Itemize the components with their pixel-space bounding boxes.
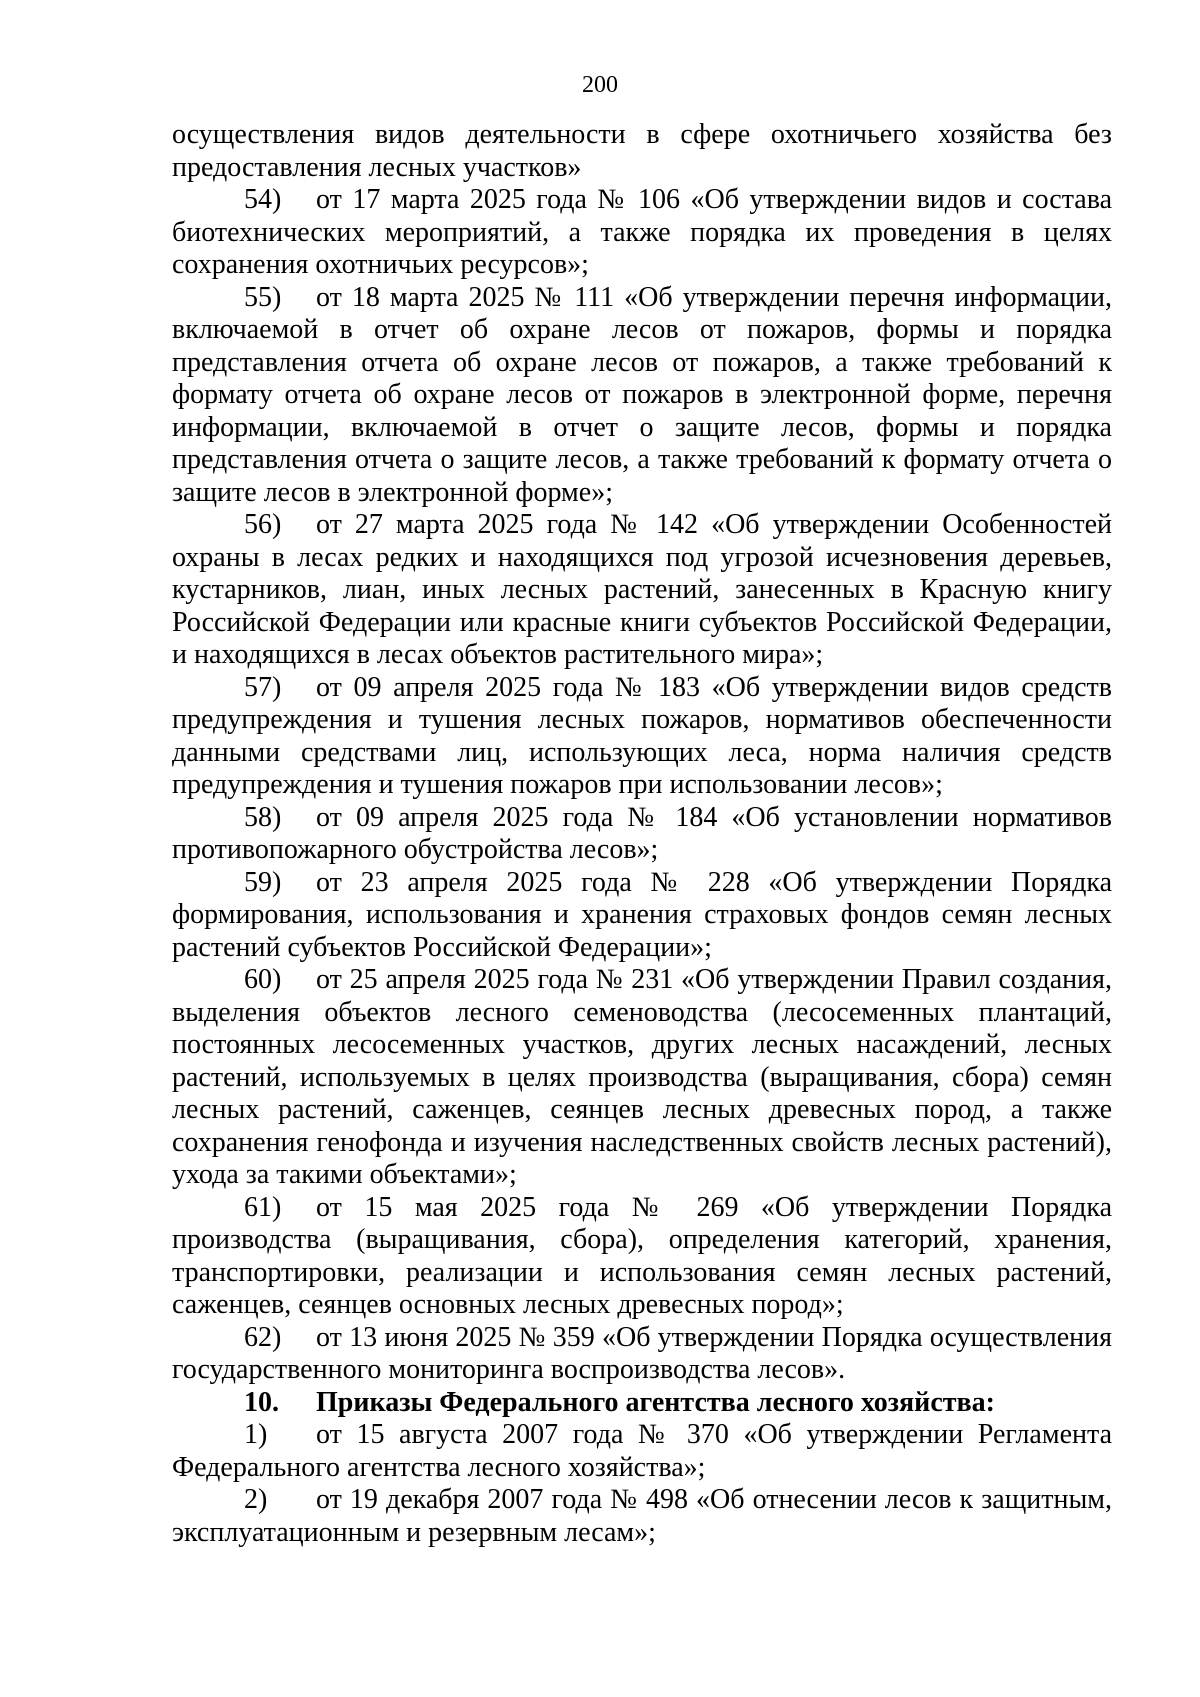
list-item-55 (172, 282, 1112, 510)
list-item-59 (172, 867, 1112, 965)
list-item-54 (172, 184, 1112, 282)
list-item-number: 56) (244, 509, 282, 540)
list-item-number: 59) (244, 866, 282, 898)
list-item-number: 60) (244, 964, 282, 995)
document-body (172, 119, 1112, 1549)
list-item-57 (172, 672, 1112, 802)
list-item-58 (172, 802, 1112, 867)
section-title: Приказы Федерального агентства лесного хозяйства: (316, 1386, 995, 1418)
list-item-text: от 18 марта 2025 № 111 «Об утверждении перечня информации, включаемой в отчет об охране лесов от пожаров, формы и порядка представления отчета об охране лесов от пожаров, а также требований к формату отчета об охране лесов от пожаров в электронной форме, перечня информации, включаемой в отчет о защите лесов, формы и порядка представления отчета о защите лесов, а также требований к формату отчета о защите лесов в электронной форме»; (172, 281, 1112, 508)
list-item-2 (172, 1484, 1112, 1549)
list-item-text: от 23 апреля 2025 года № 228 «Об утверждении Порядка формирования, использования и хранения страховых фондов семян лесных растений субъектов Российской Федерации»; (172, 866, 1112, 963)
section-heading (172, 1387, 1112, 1420)
list-item-text: от 09 апреля 2025 года № 183 «Об утверждении видов средств предупреждения и тушения лесных пожаров, нормативов обеспеченности данными средствами лиц, использующих леса, норма наличия средств предупреждения и тушения пожаров при использовании лесов»; (172, 671, 1112, 800)
list-item-text: от 13 июня 2025 № 359 «Об утверждении Порядка осуществления государственного мониторинга воспроизводства лесов». (172, 1321, 1112, 1385)
list-item-text: от 17 марта 2025 года № 106 «Об утверждении видов и состава биотехнических мероприятий, а также порядка их проведения в целях сохранения охотничьих ресурсов»; (172, 184, 1112, 280)
list-item-text: от 19 декабря 2007 года № 498 «Об отнесении лесов к защитным, эксплуатационным и резервным лесам»; (172, 1484, 1112, 1548)
list-item-56 (172, 509, 1112, 672)
list-item-1 (172, 1419, 1112, 1484)
list-item-text: от 09 апреля 2025 года № 184 «Об установлении нормативов противопожарного обустройства лесов»; (172, 801, 1112, 865)
list-item-text: от 27 марта 2025 года № 142 «Об утверждении Особенностей охраны в лесах редких и находящихся под угрозой исчезновения деревьев, кустарников, лиан, иных лесных растений, занесенных в Красную книгу Российской Федерации или красные книги субъектов Российской Федерации, и находящихся в лесах объектов растительного мира»; (172, 509, 1112, 670)
list-item-62 (172, 1322, 1112, 1387)
list-item-number: 62) (244, 1321, 282, 1353)
list-item-text: от 25 апреля 2025 года № 231 «Об утверждении Правил создания, выделения объектов лесного семеноводства (лесосеменных плантаций, постоянных лесосеменных участков, других лесных насаждений, лесных растений, используемых в целях производства (выращивания, сбора) семян лесных растений, саженцев, сеянцев лесных древесных пород, а также сохранения генофонда и изучения наследственных свойств лесных растений), ухода за такими объектами»; (172, 964, 1112, 1190)
list-item-number: 58) (244, 801, 282, 833)
list-item-number: 54) (244, 184, 282, 215)
list-item-number: 57) (244, 671, 282, 703)
continuation-paragraph: осуществления видов деятельности в сфере охотничьего хозяйства без предоставления лесных участков» (172, 119, 1112, 183)
list-item-number: 55) (244, 281, 282, 313)
list-item-number: 1) (244, 1419, 268, 1450)
list-item-60 (172, 964, 1112, 1192)
list-item-number: 61) (244, 1191, 282, 1223)
list-item-text: от 15 мая 2025 года № 269 «Об утверждении Порядка производства (выращивания, сбора), определения категорий, хранения, транспортировки, реализации и использования семян лесных растений, саженцев, сеянцев основных лесных древесных пород»; (172, 1191, 1112, 1320)
list-item-text: от 15 августа 2007 года № 370 «Об утверждении Регламента Федерального агентства лесного хозяйства»; (172, 1419, 1112, 1483)
page-number: 200 (582, 72, 618, 98)
section-number: 10. (244, 1386, 279, 1418)
list-item-number: 2) (244, 1484, 268, 1515)
list-item-61 (172, 1192, 1112, 1322)
